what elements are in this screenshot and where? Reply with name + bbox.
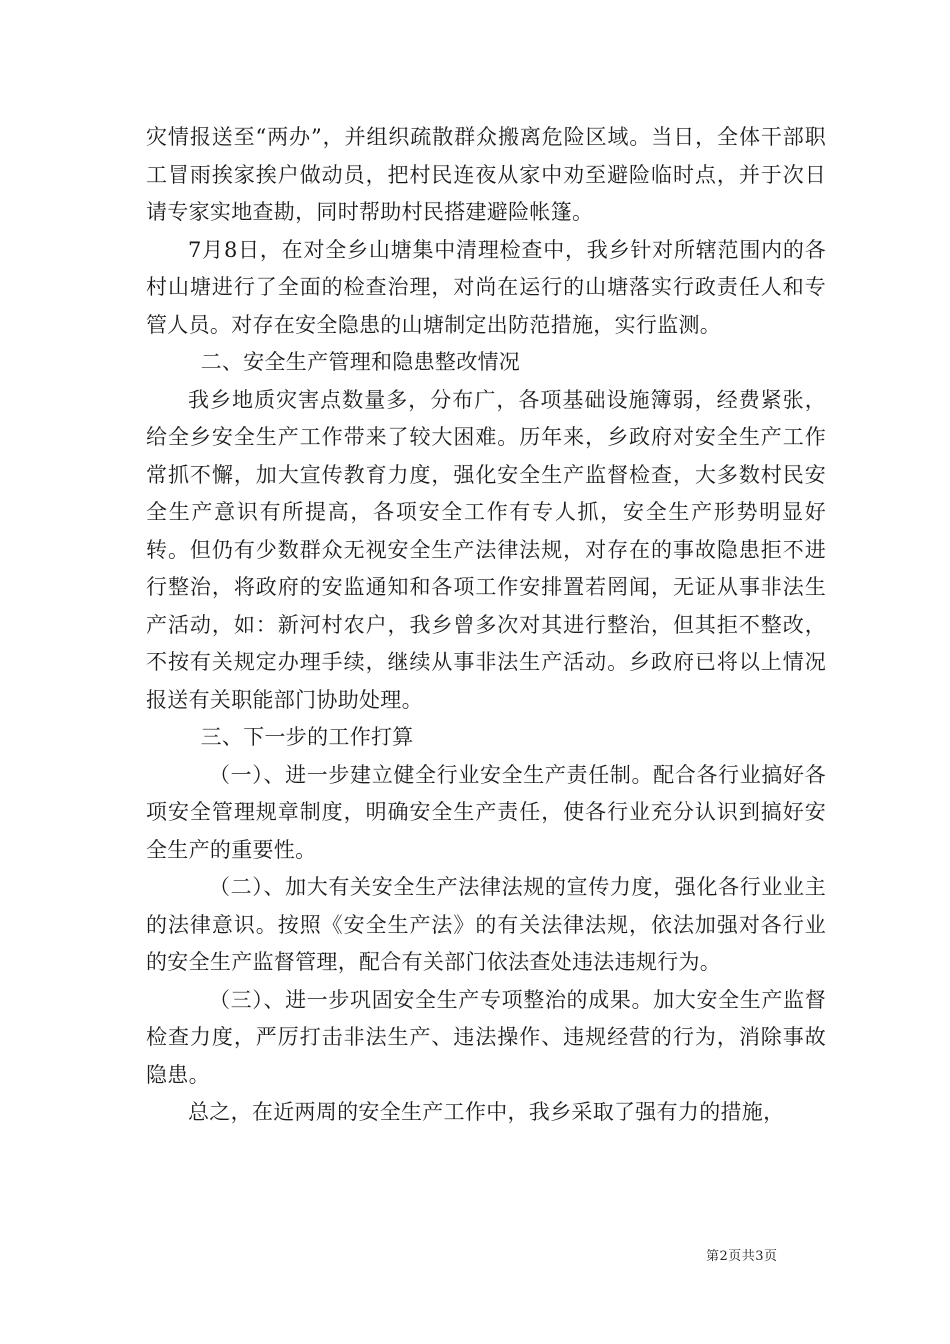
paragraph-plan-item-3: （三）、进一步巩固安全生产专项整治的成果。加大安全生产监督检查力度，严厉打击非法生产、违法操作、违规经营的行为，消除事故隐患。 bbox=[146, 987, 826, 1087]
paragraph-summary: 总之，在近两周的安全生产工作中，我乡采取了强有力的措施， bbox=[188, 1100, 785, 1124]
section-heading-3: 三、下一步的工作打算 bbox=[200, 725, 414, 749]
document-body bbox=[146, 119, 826, 1132]
page-number-footer: 第2页共3页 bbox=[706, 1249, 778, 1264]
paragraph-safety-management: 我乡地质灾害点数量多，分布广，各项基础设施簿弱，经费紧张，给全乡安全生产工作带来了较大困难。历年来，乡政府对安全生产工作常抓不懈，加大宣传教育力度，强化安全生产监督检查，大多数村民安全生产意识有所提高，各项安全工作有专人抓，安全生产形势明显好转。但仍有少数群众无视安全生产法律法规，对存在的事故隐患拒不进行整治，将政府的安监通知和各项工作安排置若罔闻，无证从事非法生产活动，如：新河村农户，我乡曾多次对其进行整治，但其拒不整改，不按有关规定办理手续，继续从事非法生产活动。乡政府已将以上情况报送有关职能部门协助处理。 bbox=[146, 387, 826, 712]
paragraph-plan-item-1: （一）、进一步建立健全行业安全生产责任制。配合各行业搞好各项安全管理规章制度，明确安全生产责任，使各行业充分认识到搞好安全生产的重要性。 bbox=[146, 762, 826, 862]
section-heading-2: 二、安全生产管理和隐患整改情况 bbox=[200, 350, 521, 374]
paragraph-july8-inspection: 7月8日，在对全乡山塘集中清理检查中，我乡针对所辖范围内的各村山塘进行了全面的检查治理，对尚在运行的山塘落实行政责任人和专管人员。对存在安全隐患的山塘制定出防范措施，实行监测。 bbox=[146, 237, 826, 337]
paragraph-continuation: 灾情报送至“两办”，并组织疏散群众搬离危险区域。当日，全体干部职工冒雨挨家挨户做动员，把村民连夜从家中劝至避险临时点，并于次日请专家实地查勘，同时帮助村民搭建避险帐篷。 bbox=[146, 125, 826, 224]
paragraph-plan-item-2: （二）、加大有关安全生产法律法规的宣传力度，强化各行业业主的法律意识。按照《安全生产法》的有关法律法规，依法加强对各行业的安全生产监督管理，配合有关部门依法查处违法违规行为。 bbox=[146, 875, 826, 974]
